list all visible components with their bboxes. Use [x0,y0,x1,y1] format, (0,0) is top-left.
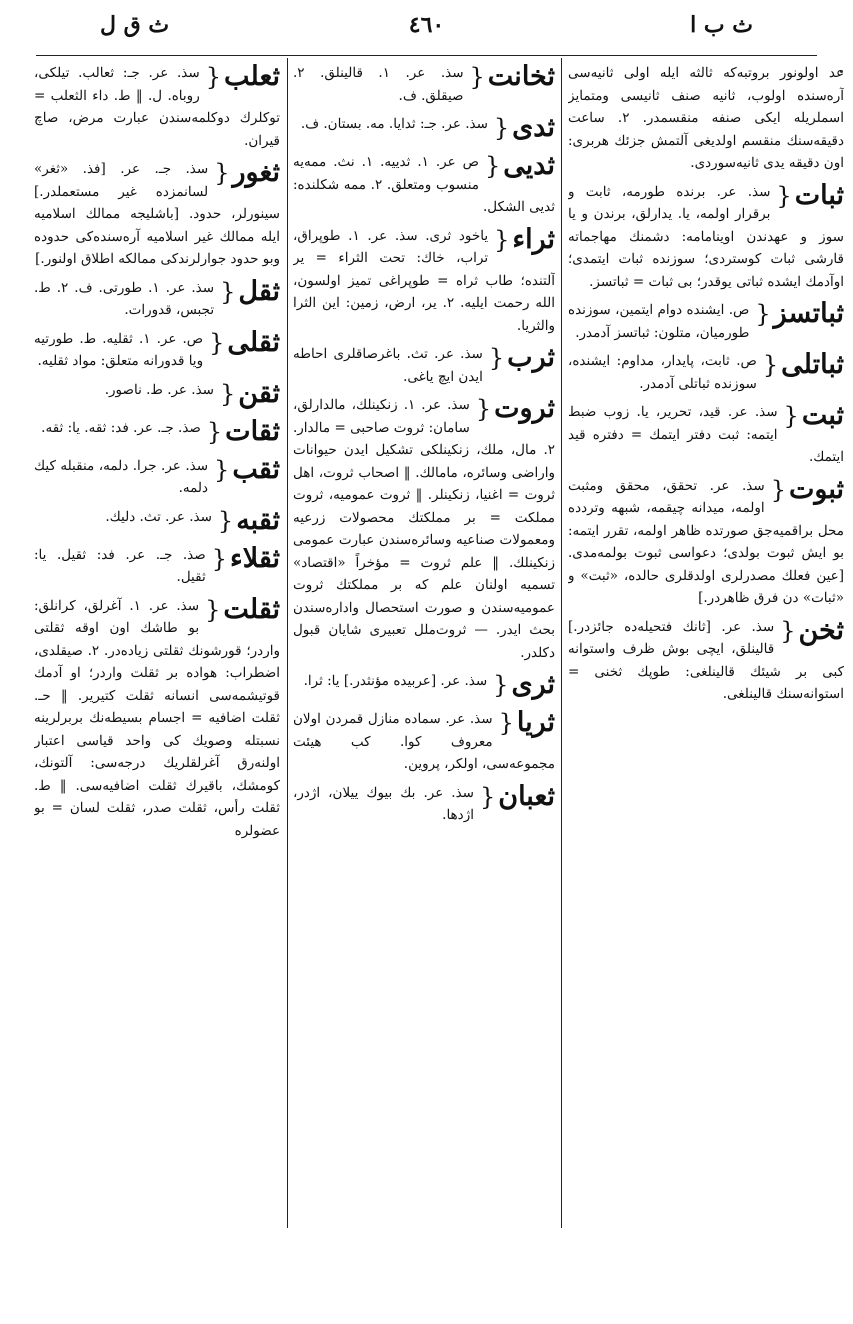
dictionary-entry [568,616,844,706]
dictionary-entry [34,544,280,589]
entry-definition: ص. عر. ۱. ثقلیه. ط. طورتیه ویا قدورانه متعلق: مواد ثقلیه. [34,330,204,369]
entry-definition: سذ. عر. ۱. طورتی. ف. ۲. ط. تجبس، قدورات. [34,279,215,318]
entry-headword: ثعبان { [480,780,555,814]
dictionary-entry [34,328,280,373]
entry-definition: صذ. جـ. عر. فد: ثقه. یا: ثقه. [41,419,201,436]
entry-headword: ثقات { [207,415,280,449]
dictionary-entry [34,62,280,152]
entry-definition: سذ. عر. ۱. آغرلق، كرانلق: بو طاشك اون اوقه ثقلتی واردر؛ قورشونك ثقلتی زیاده‌در. ۲. صیقلدی، اضطراب: هواده بر ثقلت وار‌در؛ او آدمك قوتیشمه‌سی انسانه ثقلت كتیریر. ‖ حـ. ثقلت اضافیه = اجسام بسیطه‌نك بربرلرینه نسبتله وصویك كی واحد قیاسی اعتبار اولنه‌رق آغرلقلریك درجه‌سی: آلتونك، كومشك، باقیرك ثقلت اضافیه‌سی. ‖ ط. ثقلت رأس، ثقلت صدر، ثقلت لسان = بو عضولره [34,597,280,839]
entry-headword: ثروت { [476,392,555,426]
dictionary-entry [293,151,555,219]
dictionary-entry [568,475,844,610]
entry-headword: ثباتسز { [755,297,844,331]
entry-definition: سذ. جـ. عر. [فذ. «ثغر» لسانمزده غیر مستعملدر.] سینورلر، حدود. [باشلیجه ممالك اسلامیه ایله ممالك غیر اسلامیه آره‌سنده‌كی حدوده وبو حدود جوارلرندكی ممالكه اطلاق اولنور.] [34,161,280,267]
dictionary-entry [34,379,280,411]
entry-headword: ثباتلی { [763,348,844,382]
entry-headword: ثرب { [489,341,555,375]
dictionary-entry [568,350,844,395]
dictionary-entry [34,455,280,500]
entry-definition: سذ. عر. جرا. دلمه، منقبله كیك دلمه. [34,457,209,496]
column-middle [293,62,555,1224]
continued-text: عد اولونور بروتبه‌كه ثالثه ایله اولی ثانیه‌سی آره‌سنده اولوب، ثانیه صنف ثانیسی ومتمایز اسملریله ایکی صنفه منقسمدر. ۲. ساعت دقیقه‌سنك منقسم اولدیغی آلتمش جزئك هربری: اون دقیقه یدی ثانیه‌سوردی. [568,65,844,171]
entry-headword: ثقلت { [205,593,280,627]
entry-definition: سذ. عر. تحقق، محقق ومثبت اولمه، میدانه چیقمه، شبهه وتردده محل براقمیه‌جق صورتده ظاهر اولمه، تقرر ایتمه: بو ایش ثبوت بولدی؛ دعواسی ثبوت بولمه‌مدی. [عین فعلك مصدرلری اولدقلری حالده، «ثبت» و «ثبات» دن فرق ظاهردر.] [568,477,844,606]
entry-definition: سذ. عر. ۱. زنكینلك، مالدارلق، سامان: ثروت صاحبی = مالدار. ۲. مال، ملك، زنكینلكی تشكیل ایدن حیوانات واراضی وسائره، مامالك. ‖ اصحاب ثروت، اهل ثروت = اغنیا، زنكینلر. ‖ ثروت عمومیه، ثروت مملكت = بر مملكتك محصولات زرعیه ومعمولات صناعیه وسائره‌سندن عبارت عمومی زنكینلك. ‖ علم ثروت = مؤخراً «اقتصاد» تسمیه اولنان علم كه بر مملكتك ثروت عمومیه‌سندن و صورت استحصال واداره‌سندن بحث ایدر. — ثروت‌ملل تعبیری شایان قبول دكلدر. [293,397,555,661]
entry-definition: سذ. عر. ط. ناصور. [104,381,214,398]
dictionary-entry [34,417,280,449]
column-divider-1 [561,58,562,1228]
dictionary-entry [34,506,280,538]
entry-headword: ثبت { [784,399,844,433]
entry-headword: ثخانت { [470,62,555,94]
entry-headword: ثدیی { [485,149,555,183]
entry-headword: ثریا { [499,706,555,740]
entry-definition: سذ. عر. ۱. قالینلق. ۲. صیقلق. ف. [293,65,464,104]
entry-definition: سذ. عر. تث. باغرصاقلری احاطه ایدن ایچ یاغی. [293,346,483,385]
entry-definition: سذ. عر. [عربیده مؤنثدر.] یا: ثرا. [303,673,488,689]
entry-headword: ثبوت { [771,473,844,507]
dictionary-entry [34,158,280,271]
entry-headword: ثری { [493,668,555,702]
entry-headword: ثبات { [776,179,844,213]
entry-definition: سذ. عر. سماده منازل قمردن اولان معروف كوا. كب هیئت مجموعه‌سی، اولكر، پروین. [293,711,555,772]
entry-definition: سذ. عر. تث. دلیك. [105,508,212,525]
entry-headword: ثقلی { [209,326,280,360]
dictionary-entry [293,62,555,107]
dictionary-entry [34,595,280,843]
entry-definition: سذ. عر. [ثانك فتحیله‌ده جائزدر.] قالینلق، ایچی بوش ظرف واستوانه كبی بر شیئك قالینلغی: طوپك ثخنی = استوانه‌سنك قالینلغی. [568,618,844,702]
entry-headword: ثقبه { [218,504,280,538]
entry-headword: ثخن { [780,614,844,648]
entry-headword: ثقن { [220,377,280,411]
entry-definition: سذ. عر. بك بیوك ییلان، اژدر، اژدها. [293,784,474,823]
dictionary-entry [568,181,844,294]
entry-definition: ص. ثابت، پایدار، مداوم: ایشنده، سوزنده ثباتلی آدمدر. [568,353,757,392]
column-divider-2 [287,58,288,1228]
entry-headword: ثدی { [494,111,555,145]
header-left: ث ق ل [100,12,170,38]
entry-definition: ص عر. ۱. ثدییه. ۱. نث. ممه‌یه منسوب ومتعلق. ۲. ممه شكلنده: ثدیی الشكل. [293,154,555,215]
dictionary-entry [293,782,555,827]
dictionary-entry [293,670,555,702]
entry-headword: ثقلاء { [212,542,280,576]
entry-definition: یاخود ثری. سذ. عر. ۱. طوپراق، تراب، خاك: تحت الثراء = یر آلتنده؛ طاب ثراه = طوپراغی تمیز اولسون، الله رحمت ایلیه. ۲. یر، ارض، زمین: این الثرا والثریا. [293,227,555,334]
entry-headword: ثعلب { [206,62,280,94]
dictionary-entry [293,225,555,338]
entry-definition: ص. ایشنده دوام ایتمین، سوزنده طورمیان، متلون: ثباتسز آدمدر. [568,302,750,341]
header-right: ث ب ا [690,12,753,38]
dictionary-entry [568,299,844,344]
entry-definition: سذ. عر. برنده طورمه، ثابت و برقرار اولمه، یا. یدارلق، برندن و یا سوز و عهدندن اوینامامه: دشمنك مهاجماته قارشی ثبات كوستردی؛ سوزنده ثبات ایتمدی؛ اوآدمك ایشده ثباتی یوقدر؛ بی ثبات = ثباتسز. [568,183,844,290]
dictionary-entry [568,401,844,469]
dictionary-entry [293,343,555,388]
entry-definition: سذ. عر. جـ: ثدایا. مه. بستان. ف. [300,116,488,132]
entry-definition: صذ. جـ. عر. فد: ثقیل. یا: ثقیل. [34,546,206,585]
dictionary-entry [293,394,555,664]
page-number: ٤٦٠ [408,12,445,38]
dictionary-entry [34,277,280,322]
entry-headword: ثراء { [494,223,555,257]
entry-definition: سذ. عر. جـ: ثعالب. تیلكی، روباه. ل. ‖ ط. داء الثعلب = توكلرك دوكلمه‌سندن عبارت مرض، صاچ قیران. [34,65,280,149]
dictionary-entry [293,708,555,776]
header-rule [36,55,817,56]
entry-headword: ثقل { [220,275,280,309]
entry-headword: ثغور { [214,156,280,190]
dictionary-entry [293,113,555,145]
column-left [34,62,280,1224]
entry-headword: ثقب { [214,453,280,487]
column-right [568,62,844,1224]
entry-definition: سذ. عر. قید، تحریر، یا. زوب ضبط ایتمه: ثبت دفتر ایتمك = دفتره قید ایتمك. [568,404,844,465]
